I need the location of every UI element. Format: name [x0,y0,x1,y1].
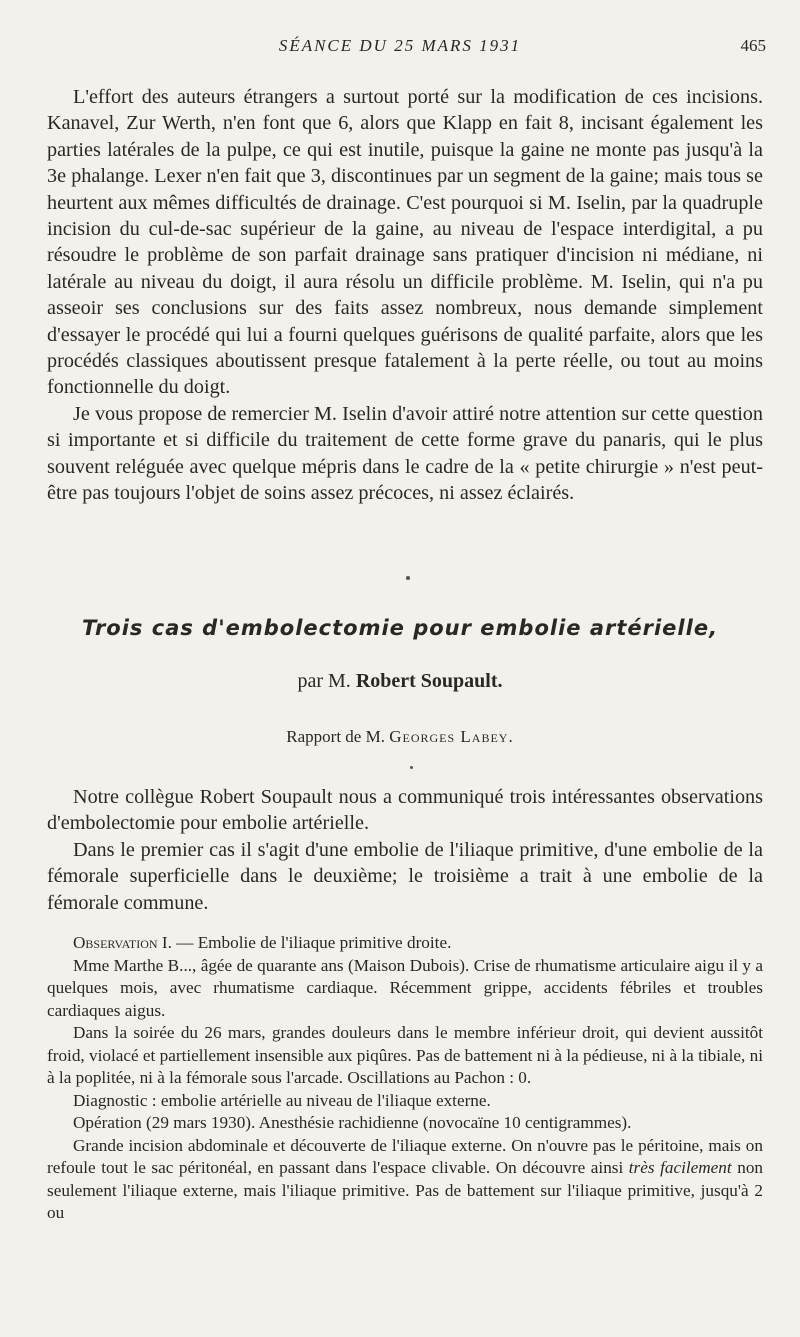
observation-text: Marthe B..., âgée de quarante ans (Maison Dubois). Crise de rhumatisme articulaire aigu il y a quelques mois, avec rhumatisme cardiaque. Récemment grippe, accidents fébriles et troubles cardiaques aigus. [47,955,764,1020]
intro-section [47,84,763,507]
page-number: 465 [740,36,766,55]
mme-abbrev: Mme [73,955,110,975]
body-paragraph: Dans le premier cas il s'agit d'une embolie de l'iliaque primitive, d'une embolie de la fémorale superficielle dans le deuxième; le troisième a trait à une embolie de la fémorale commune. [47,838,763,914]
byline [0,670,800,693]
running-header [0,36,800,60]
observation-paragraph [47,1135,763,1225]
observation-text: non seulement l'iliaque externe, mais l'iliaque primitive. Pas de battement sur l'iliaque primitive, jusqu'à 2 ou [47,1158,763,1222]
separator-dot [410,766,413,769]
observation-paragraph: Dans la soirée du 26 mars, grandes douleurs dans le membre inférieur droit, qui devient aussitôt froid, violacé et partiellement insensible aux piqûres. Pas de battement ni à la pédieuse, ni à la tibiale, ni à la poplitée, ni à la fémorale sous l'arcade. Oscillations au Pachon : 0. [47,1023,763,1087]
byline-author: Robert Soupault. [355,670,503,692]
observation-paragraph: Diagnostic : embolie artérielle au niveau de l'iliaque externe. [73,1090,491,1110]
running-title: SÉANCE DU 25 MARS 1931 [278,36,522,55]
observation-section [47,932,763,1225]
observation-text: Grande incision abdominale et découverte de l'iliaque externe. On n'ouvre pas le péritoine, mais on refoule tout le sac péritonéal, en passant dans l'espace clivable. On découvre ainsi [47,1135,763,1177]
body-paragraph: Notre collègue Robert Soupault nous a communiqué trois intéressantes observations d'embolectomie pour embolie artérielle. [47,786,763,835]
intro-paragraph: Je vous propose de remercier M. Iselin d'avoir attiré notre attention sur cette question si importante et si difficile du traitement de cette forme grave du panaris, qui le plus souvent reléguée avec quelque mépris dans le cadre de la « petite chirurgie » n'est peut-être pas toujours l'objet de soins assez précoces, ni assez éclairés. [47,402,763,505]
separator-dot [406,576,410,580]
intro-paragraph: L'effort des auteurs étrangers a surtout porté sur la modification de ces incisions. Kanavel, Zur Werth, n'en font que 6, alors que Klapp en fait 8, incisant également les parties latérales de la pulpe, ce qui est inutile, puisque la gaine ne monte pas jusqu'à la 3e phalange. Lexer n'en fait que 3, discontinues par un segment de la gaine; mais tous se heurtent aux mêmes difficultés de drainage. C'est pourquoi si M. Iselin, par la quadruple incision du cul-de-sac supérieur de la gaine, au niveau de l'espace interdigital, a pu résoudre le problème de son parfait drainage sans pratiquer d'incision ni médiane, ni latérale au niveau du doigt, il aura résolu un difficile problème. M. Iselin, qui n'a pu asseoir ses conclusions sur des faits assez nombreux, nous demande simplement d'essayer le procédé qui lui a fourni quelques guérisons de qualité parfaite, alors que les procédés classiques aboutissent presque fatalement à la perte réelle, ou tout au moins fonctionnelle du doigt. [47,86,763,399]
byline-prefix: par M. [297,670,351,692]
report-line [0,727,800,747]
observation-title: — Embolie de l'iliaque primitive droite. [176,933,452,952]
article-title: Trois cas d'embolectomie pour embolie artérielle, [81,616,719,640]
observation-paragraph [47,955,763,1023]
article-body [47,784,763,916]
emphasis-text: très facilement [628,1158,732,1177]
report-prefix: Rapport de M. [286,727,385,746]
report-author: Georges Labey. [389,727,514,746]
observation-paragraph: Opération (29 mars 1930). Anesthésie rachidienne (novocaïne 10 centigrammes). [73,1113,632,1132]
observation-label: Observation I. [73,933,172,952]
observation-heading [47,932,763,955]
